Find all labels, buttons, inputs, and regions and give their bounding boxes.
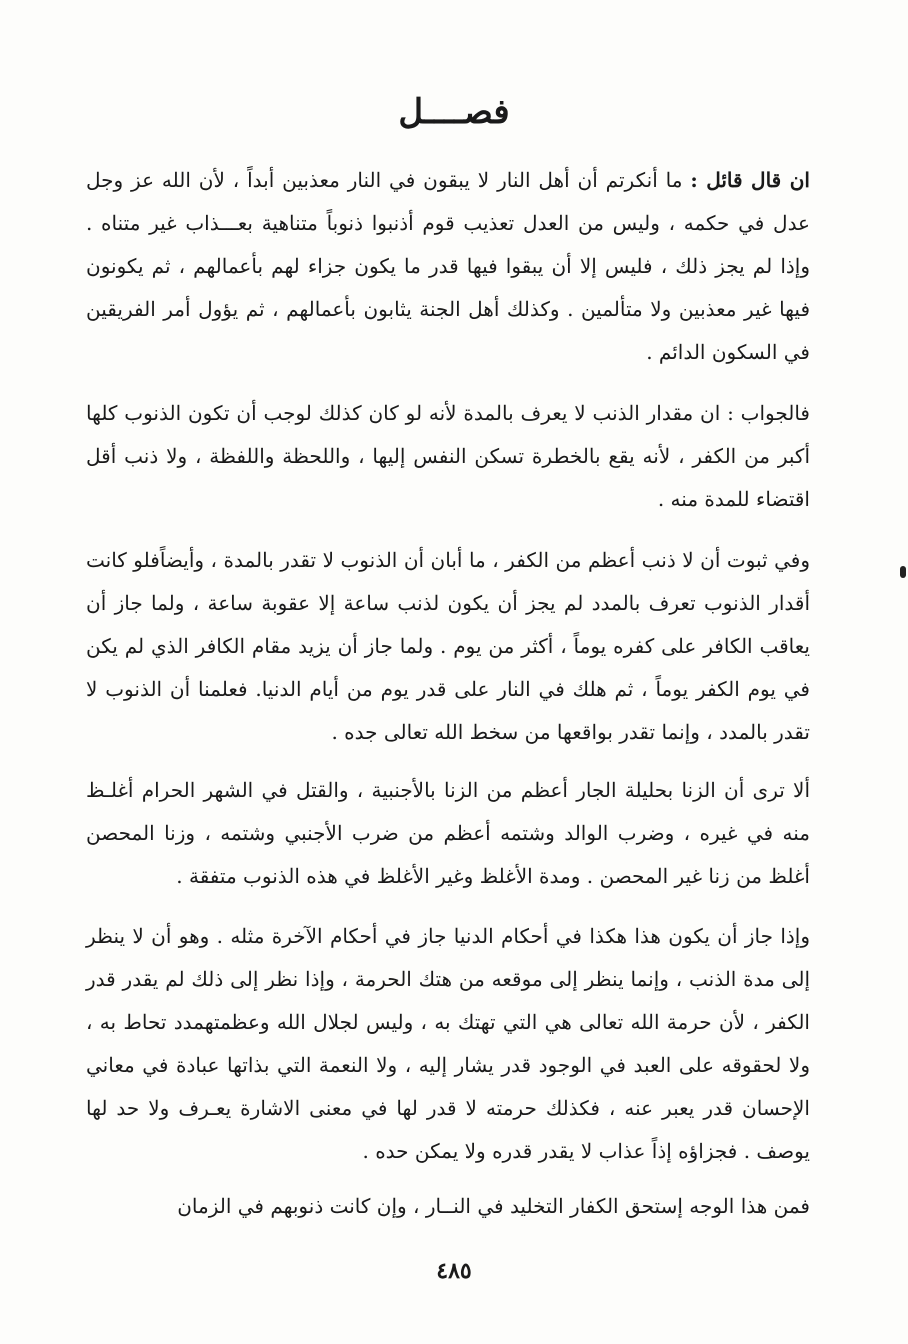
paragraph-2-text: فالجواب : ان مقدار الذنب لا يعرف بالمدة لأنه لو كان كذلك لوجب أن تكون الذنوب كلها أكبر من الكفر ، لأنه يقع بالخطرة تسكن النفس إليها ، واللحظة واللفظة ، ولا ذنب أقل اقتضاء للمدة منه . [86,401,810,511]
paragraph-3 [86,539,810,754]
paragraph-4 [86,769,810,898]
paragraph-1-lead: ان قال قائل : [690,168,810,192]
paragraph-5 [86,915,810,1173]
paragraph-6 [86,1185,810,1228]
page-number: ٤٨٥ [436,1258,472,1284]
margin-mark [900,566,906,578]
section-heading: فصــــل [398,92,510,132]
paragraph-1 [86,159,810,374]
paragraph-1-text: ما أنكرتم أن أهل النار لا يبقون في النار معذبين أبداً ، لأن الله عز وجل عدل في حكمه ، وليس من العدل تعذيب قوم أذنبوا ذنوباً متناهية بعـــذاب غير متناه . وإذا لم يجز ذلك ، فليس إلا أن يبقوا فيها قدر ما يكون جزاء لهم بأعمالهم ، ثم يكونون فيها غير معذبين ولا متألمين . وكذلك أهل الجنة يثابون بأعمالهم ، ثم يؤول أمر الفريقين في السكون الدائم . [86,168,811,364]
paragraph-2 [86,392,810,521]
paragraph-6-text: فمن هذا الوجه إستحق الكفار التخليد في النــار ، وإن كانت ذنوبهم في الزمان [177,1194,810,1218]
paragraph-5-text: وإذا جاز أن يكون هذا هكذا في أحكام الدنيا جاز في أحكام الآخرة مثله . وهو أن لا ينظر إلى مدة الذنب ، وإنما ينظر إلى موقعه من هتك الحرمة ، وإذا نظر إلى ذلك لم يقدر قدر الكفر ، لأن حرمة الله تعالى هي التي تهتك به ، وليس لجلال الله وعظمتهمدد تحاط به ، ولا لحقوقه على العبد في الوجود قدر يشار إليه ، ولا النعمة التي بذاتها عبادة في معاني الإحسان قدر يعبر عنه ، فكذلك حرمته لا قدر لها في معنى الاشارة يعـرف ولا حد لها يوصف . فجزاؤه إذاً عذاب لا يقدر قدره ولا يمكن حده . [86,924,811,1163]
paragraph-4-text: ألا ترى أن الزنا بحليلة الجار أعظم من الزنا بالأجنبية ، والقتل في الشهر الحرام أغلـظ منه في غيره ، وضرب الوالد وشتمه أعظم من ضرب الأجنبي وشتمه ، وزنا المحصن أغلظ من زنا غير المحصن . ومدة الأغلظ وغير الأغلظ في هذه الذنوب متفقة . [86,778,810,888]
paragraph-3-text: وفي ثبوت أن لا ذنب أعظم من الكفر ، ما أبان أن الذنوب لا تقدر بالمدة ، وأيضاًفلو كانت أقدار الذنوب تعرف بالمدد لم يجز أن يكون لذنب ساعة إلا عقوبة ساعة ، ولما جاز أن يعاقب الكافر على كفره يوماً ، أكثر من يوم . ولما جاز أن يزيد مقام الكافر الذي لم يكن في يوم الكفر يوماً ، ثم هلك في النار على قدر يوم من أيام الدنيا. فعلمنا أن الذنوب لا تقدر بالمدد ، وإنما تقدر بواقعها من سخط الله تعالى جده . [86,548,810,744]
